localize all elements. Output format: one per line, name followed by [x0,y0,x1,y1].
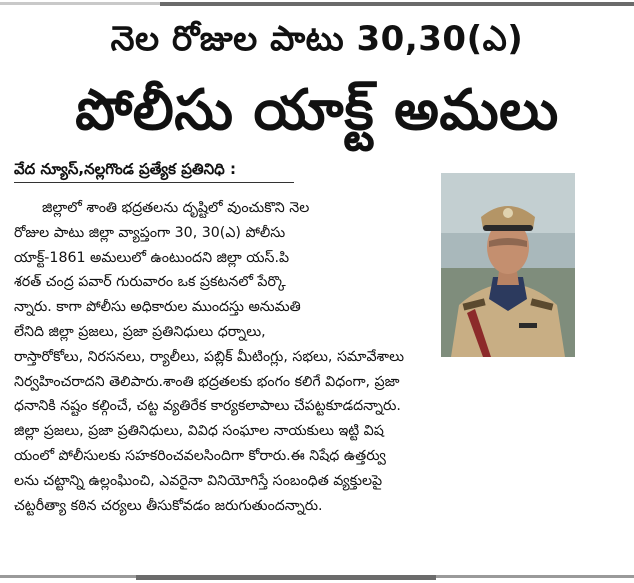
byline-row [14,158,434,182]
bottom-edge-center [136,575,436,580]
body-column-full [14,345,624,519]
body-line: లను చట్టాన్ని ఉల్లంఘించి, ఎవరైనా వినియోగిస్తే సంబంధిత వ్యక్తులపై [14,472,383,489]
body-line: యాక్ట్-1861 అమలులో ఉంటుందని జిల్లా యస్.పి [14,249,290,266]
body-line: శరత్ చంద్ర పవార్ గురువారం ఒక ప్రకటనలో పేర్కొ [14,274,286,291]
article-byline: వేద న్యూస్,నల్లగొండ ప్రత్యేక ప్రతినిధి : [14,160,236,178]
body-line: రోజుల పాటు జిల్లా వ్యాప్తంగా 30, 30(ఎ) పోలీసు [14,224,286,241]
bottom-edge-right [436,575,634,578]
body-line: జిల్లా ప్రజలు, ప్రజా ప్రతినిధులు, వివిధ సంఘాల నాయకులు ఇట్టి విష [14,423,384,440]
article-subheadline: నెల రోజుల పాటు 30,30(ఎ) [110,19,524,59]
top-edge-dark [160,2,634,6]
body-line: జిల్లాలో శాంతి భద్రతలను దృష్టిలో వుంచుకొని నెల [42,200,310,216]
body-line: చట్టరీత్యా కఠిన చర్యలు తీసుకోవడం జరుగుతుందన్నారు. [14,497,323,514]
article-headline: పోలీసు యాక్ట్ అమలు [75,78,559,143]
clipping-top-edge [0,0,634,8]
body-line: రాస్తారోకోలు, నిరసనలు, ర్యాలీలు, పబ్లిక్ మీటింగ్లు, సభలు, సమావేశాలు [14,348,405,365]
body-line: నిర్వహించరాదని తెలిపారు.శాంతి భద్రతలకు భంగం కలిగే విధంగా, ప్రజా [14,373,400,390]
byline-underline [14,182,294,183]
body-line: లేనిది జిల్లా ప్రజలు, ప్రజా ప్రతినిధులు ధర్నాలు, [14,323,266,340]
body-line: న్నారు. కాగా పోలీసు అధికారుల ముందస్తు అనుమతి [14,299,301,316]
top-edge-light [0,2,160,5]
article-body [14,196,624,518]
bottom-edge-left [0,575,136,578]
body-line: ధనానికి నష్టం కల్గించే, చట్ట వ్యతిరేక కార్యకలాపాలు చేపట్టకూడదన్నారు. [14,398,401,415]
body-line: యంలో పోలీసులకు సహకరించవలసిందిగా కోరారు.ఈ నిషేధ ఉత్తర్వు [14,447,386,464]
body-column-narrow [14,196,432,345]
clipping-bottom-edge [0,575,634,580]
